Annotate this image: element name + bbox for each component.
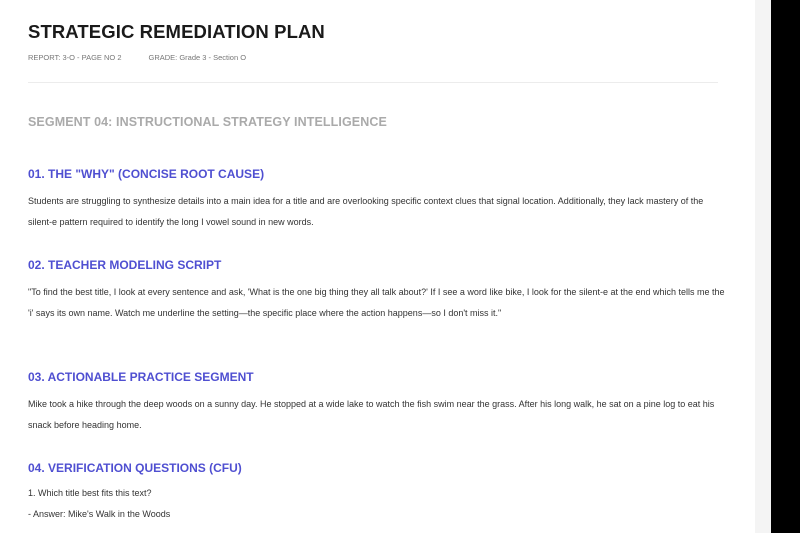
- section-body-practice-segment: Mike took a hike through the deep woods on a sunny day. He stopped at a wide lake to watch the fish swim near the grass. After his long walk, he sat on a pine log to eat his snack before heading home.: [28, 399, 715, 430]
- report-meta: [28, 53, 246, 62]
- report-label: REPORT: 3-O - PAGE NO 2: [28, 53, 122, 62]
- section-heading-practice-segment: 03. ACTIONABLE PRACTICE SEGMENT: [28, 370, 254, 384]
- grade-label: GRADE: Grade 3 - Section O: [148, 53, 247, 62]
- section-heading-root-cause: 01. THE "WHY" (CONCISE ROOT CAUSE): [28, 167, 265, 181]
- section-heading-modeling-script: 02. TEACHER MODELING SCRIPT: [28, 258, 222, 272]
- section-heading-verification: 04. VERIFICATION QUESTIONS (CFU): [28, 461, 242, 475]
- verification-question: 1. Which title best fits this text?: [28, 488, 152, 498]
- side-panel: [771, 0, 800, 533]
- section-body-root-cause: Students are struggling to synthesize details into a main idea for a title and are overlooking specific context clues that signal location. Additionally, they lack mastery of the silent-e pattern required to identify the long I vowel sound in new words.: [28, 196, 704, 227]
- verification-answer: - Answer: Mike's Walk in the Woods: [28, 509, 171, 519]
- document-title: STRATEGIC REMEDIATION PLAN: [28, 21, 325, 42]
- header-divider: [28, 82, 718, 83]
- segment-title: SEGMENT 04: INSTRUCTIONAL STRATEGY INTELLIGENCE: [28, 115, 387, 129]
- scroll-gutter[interactable]: [755, 0, 771, 533]
- section-body-modeling-script: "To find the best title, I look at every sentence and ask, 'What is the one big thing they all talk about?' If I see a word like bike, I look for the silent-e at the end which tells me the 'i' says its own name. Watch me underline the setting—the specific place where the action happens—so I don't miss it.": [28, 287, 725, 318]
